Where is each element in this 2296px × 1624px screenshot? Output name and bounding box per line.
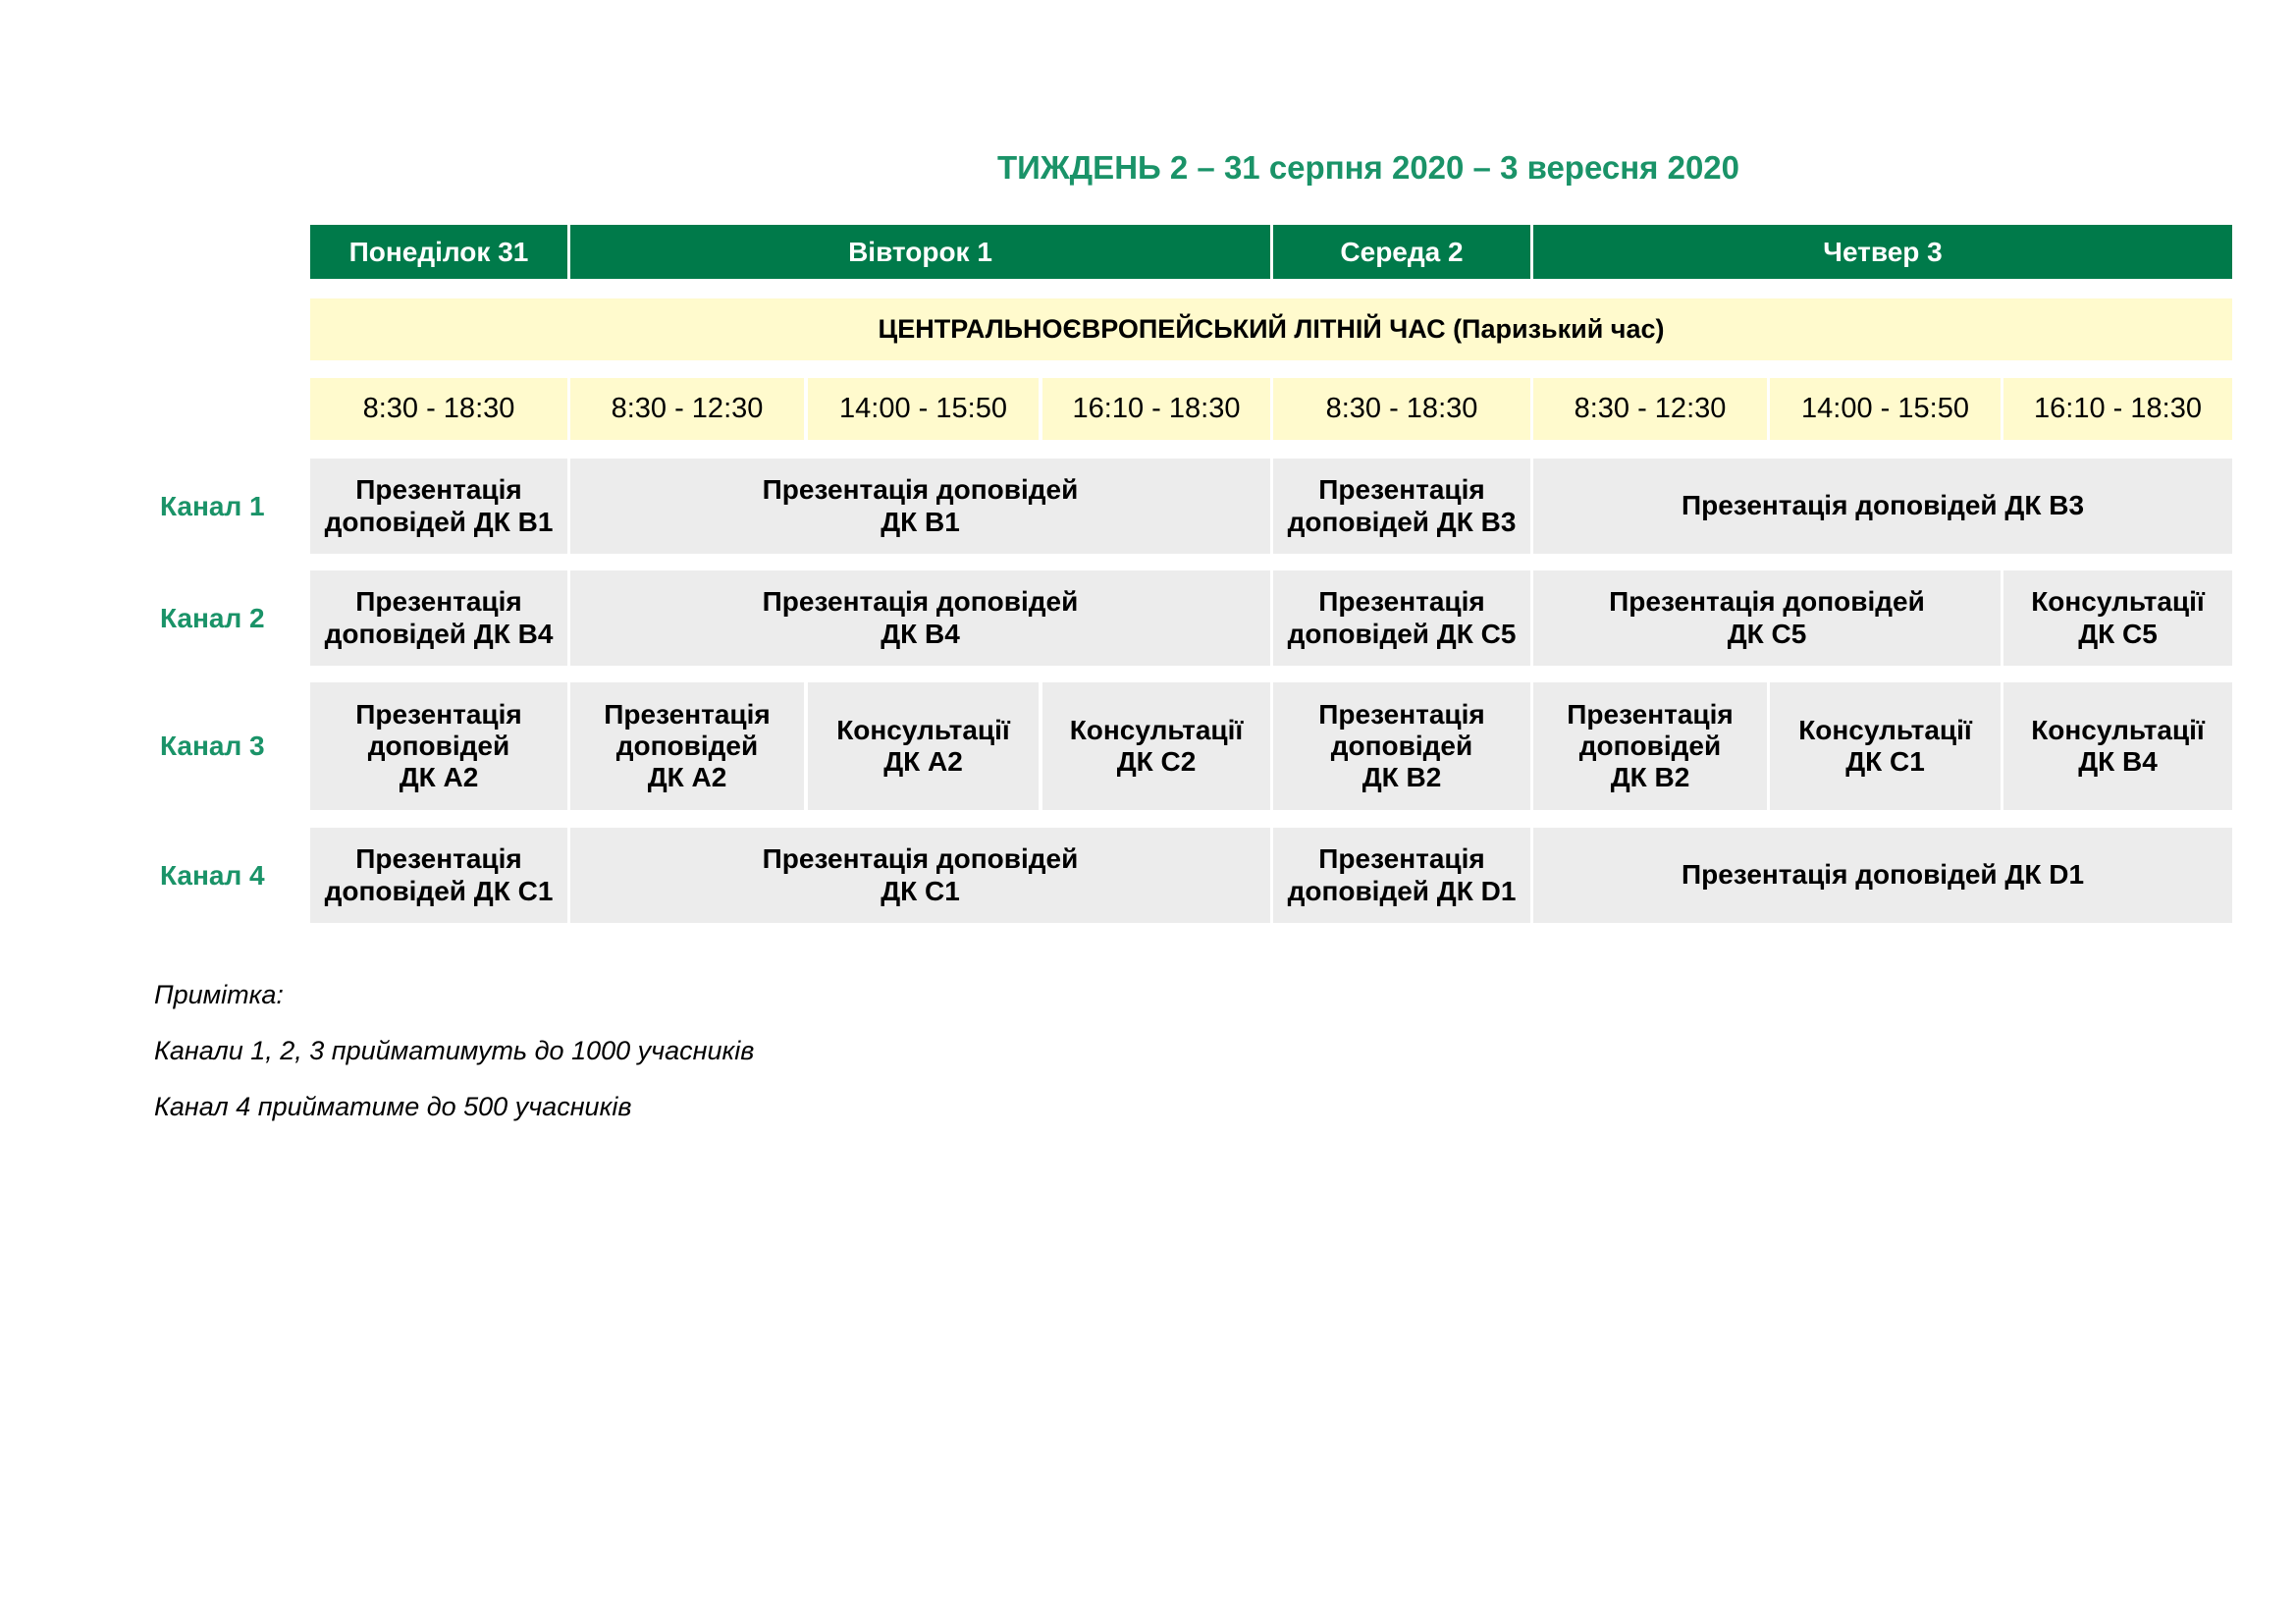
session-cell: Консультації ДК B4	[2003, 682, 2232, 810]
time-slot: 14:00 - 15:50	[1770, 378, 2001, 440]
note-line: Канали 1, 2, 3 прийматимуть до 1000 учасників	[154, 1036, 755, 1065]
session-cell: Презентація доповідей ДК C5	[1533, 570, 2001, 666]
session-cell: Презентація доповідей ДК B2	[1273, 682, 1530, 810]
channel-label: Канал 4	[160, 859, 265, 891]
channel-label: Канал 3	[160, 731, 265, 761]
session-cell: Консультації ДК A2	[808, 682, 1039, 810]
day-header-tuesday: Вівторок 1	[570, 225, 1270, 279]
channel-label: Канал 2	[160, 602, 265, 633]
day-header-wednesday: Середа 2	[1273, 225, 1530, 279]
session-cell: Презентація доповідей ДК B1	[570, 459, 1270, 554]
time-slot: 8:30 - 18:30	[310, 378, 567, 440]
time-slot: 8:30 - 18:30	[1273, 378, 1530, 440]
session-cell: Консультації ДК C2	[1042, 682, 1270, 810]
time-slot: 16:10 - 18:30	[1042, 378, 1270, 440]
time-slot: 8:30 - 12:30	[1533, 378, 1767, 440]
session-cell: Презентація доповідей ДК B3	[1533, 459, 2232, 554]
page-title: ТИЖДЕНЬ 2 – 31 серпня 2020 – 3 вересня 2020	[996, 149, 1740, 186]
session-cell: Презентація доповідей ДК A2	[310, 682, 567, 810]
day-header-thursday: Четвер 3	[1533, 225, 2232, 279]
time-slot: 16:10 - 18:30	[2003, 378, 2232, 440]
day-header-monday: Понеділок 31	[310, 225, 567, 279]
session-cell: Консультації ДК C5	[2003, 570, 2232, 666]
channel-label: Канал 1	[160, 490, 265, 521]
session-cell: Презентація доповідей ДК B2	[1533, 682, 1767, 810]
session-cell: Презентація доповідей ДК C1	[570, 828, 1270, 923]
session-cell: Презентація доповідей ДК B4	[570, 570, 1270, 666]
session-cell: Презентація доповідей ДК D1	[1273, 828, 1530, 923]
time-slot: 8:30 - 12:30	[570, 378, 804, 440]
session-cell: Консультації ДК C1	[1770, 682, 2001, 810]
session-cell: Презентація доповідей ДК A2	[570, 682, 804, 810]
notes	[154, 980, 754, 1148]
session-cell: Презентація доповідей ДК C1	[310, 828, 567, 923]
note-line: Канал 4 прийматиме до 500 учасників	[154, 1092, 632, 1121]
session-cell: Презентація доповідей ДК B3	[1273, 459, 1530, 554]
session-cell: Презентація доповідей ДК B4	[310, 570, 567, 666]
note-heading: Примітка:	[154, 980, 284, 1009]
time-slot: 14:00 - 15:50	[808, 378, 1039, 440]
session-cell: Презентація доповідей ДК D1	[1533, 828, 2232, 923]
session-cell: Презентація доповідей ДК C5	[1273, 570, 1530, 666]
session-cell: Презентація доповідей ДК B1	[310, 459, 567, 554]
timezone-banner: ЦЕНТРАЛЬНОЄВРОПЕЙСЬКИЙ ЛІТНІЙ ЧАС (Паризький час)	[310, 298, 2232, 360]
